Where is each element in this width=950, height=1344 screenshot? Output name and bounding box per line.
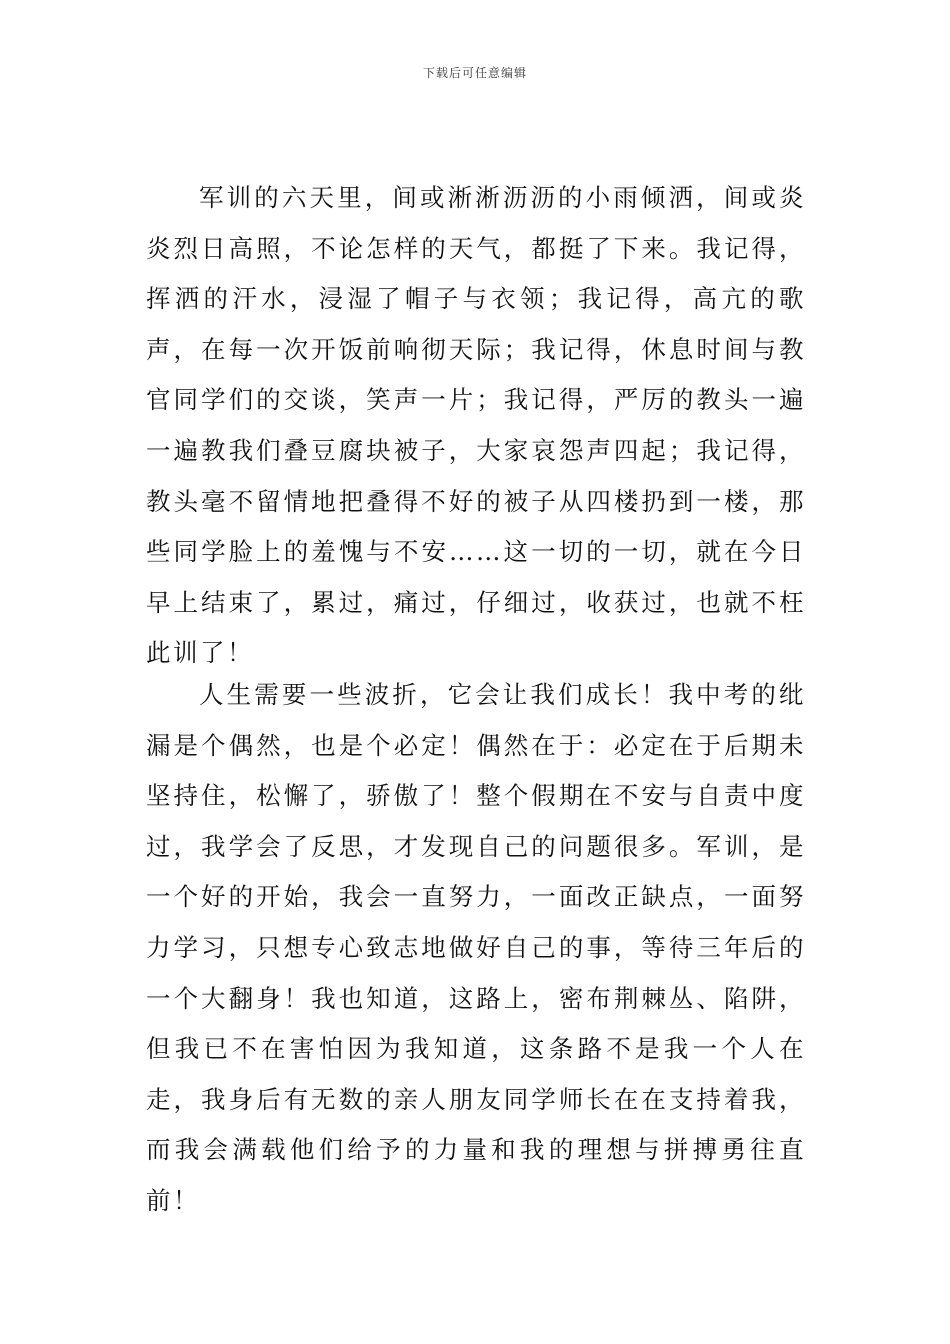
body-paragraph-1: 军训的六天里，间或淅淅沥沥的小雨倾洒，间或炎炎烈日高照，不论怎样的天气，都挺了下来。我记得，挥洒的汗水，浸湿了帽子与衣领；我记得，高亢的歌声，在每一次开饭前响彻天际；我记得，休息时间与教官同学们的交谈，笑声一片；我记得，严厉的教头一遍一遍教我们叠豆腐块被子，大家哀怨声四起；我记得，教头毫不留情地把叠得不好的被子从四楼扔到一楼，那些同学脸上的羞愧与不安……这一切的一切，就在今日早上结束了，累过，痛过，仔细过，收获过，也就不枉此训了！ — [146, 183, 806, 668]
body-paragraph-2: 人生需要一些波折，它会让我们成长！我中考的纰漏是个偶然，也是个必定！偶然在于：必定在于后期未坚持住，松懈了，骄傲了！整个假期在不安与自责中度过，我学会了反思，才发现自己的问题很多。军训，是一个好的开始，我会一直努力，一面改正缺点，一面努力学习，只想专心致志地做好自己的事，等待三年后的一个大翻身！我也知道，这路上，密布荆棘丛、陷阱，但我已不在害怕因为我知道，这条路不是我一个人在走，我身后有无数的亲人朋友同学师长在在支持着我，而我会满载他们给予的力量和我的理想与拼搏勇往直前！ — [146, 680, 806, 1215]
header-note: 下载后可任意编辑 — [422, 66, 527, 80]
